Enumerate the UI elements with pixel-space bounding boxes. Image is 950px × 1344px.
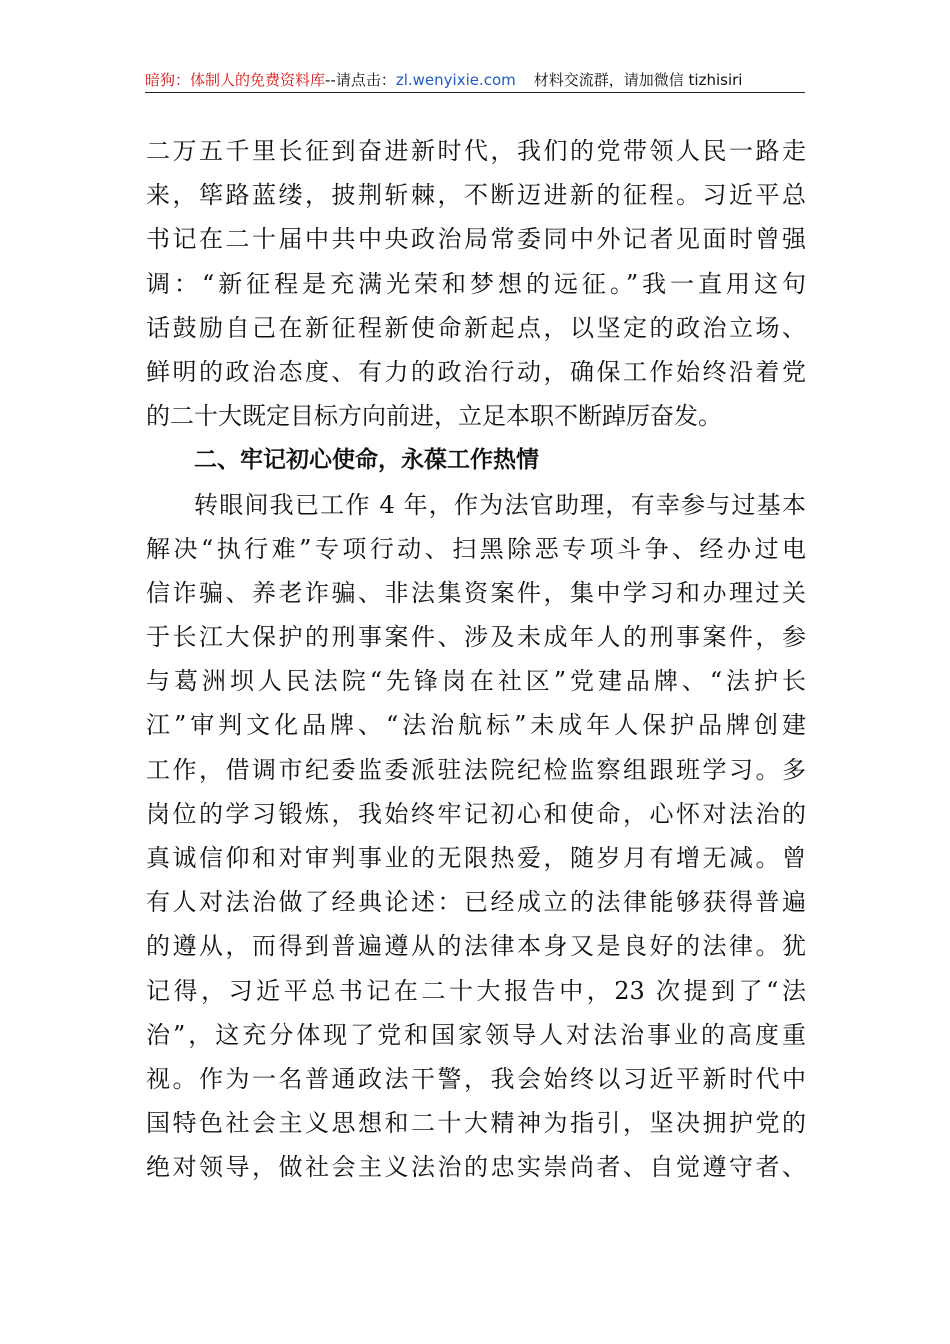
text-line: 与葛洲坝人民法院“先锋岗在社区”党建品牌、“法护长 bbox=[146, 667, 806, 696]
page-header bbox=[145, 68, 805, 93]
text-line: 信诈骗、养老诈骗、非法集资案件，集中学习和办理过关 bbox=[146, 578, 806, 607]
text-line: 于长江大保护的刑事案件、涉及未成年人的刑事案件，参 bbox=[146, 623, 806, 652]
text-line: 真诚信仰和对审判事业的无限热爱，随岁月有增无减。曾 bbox=[146, 844, 806, 872]
header-contact: 材料交流群，请加微信 tizhisiri bbox=[533, 71, 743, 89]
text-line: 调：“新征程是充满光荣和梦想的远征。”我一直用这句 bbox=[146, 269, 806, 298]
paragraph-1 bbox=[146, 129, 806, 438]
text-line: 有人对法治做了经典论述：已经成立的法律能够获得普遍 bbox=[146, 888, 806, 917]
section-heading: 二、牢记初心使命，永葆工作热情 bbox=[194, 447, 539, 474]
document-body bbox=[146, 129, 806, 1190]
header-link[interactable]: zl.wenyixie.com bbox=[395, 71, 516, 89]
text-line: 工作，借调市纪委监委派驻法院纪检监察组跟班学习。多 bbox=[146, 755, 806, 784]
text-line: 视。作为一名普通政法干警，我会始终以习近平新时代中 bbox=[146, 1064, 806, 1093]
text-line: 解决“执行难”专项行动、扫黑除恶专项斗争、经办过电 bbox=[146, 534, 806, 563]
text-line: 绝对领导，做社会主义法治的忠实崇尚者、自觉遵守者、 bbox=[146, 1153, 806, 1182]
header-brand: 暗狗：体制人的免费资料库 bbox=[145, 71, 326, 89]
text-line: 江”审判文化品牌、“法治航标”未成年人保护品牌创建 bbox=[146, 711, 806, 740]
text-line: 二万五千里长征到奋进新时代，我们的党带领人民一路走 bbox=[146, 137, 806, 165]
text-line: 书记在二十届中共中央政治局常委同中外记者见面时曾强 bbox=[146, 225, 806, 254]
header-click-prompt: --请点击： bbox=[325, 71, 396, 89]
text-line: 鲜明的政治态度、有力的政治行动，确保工作始终沿着党 bbox=[146, 357, 806, 386]
paragraph-2 bbox=[146, 483, 806, 1190]
text-line: 记得，习近平总书记在二十大报告中，23 次提到了“法 bbox=[146, 976, 806, 1005]
text-line: 岗位的学习锻炼，我始终牢记初心和使命，心怀对法治的 bbox=[146, 799, 806, 828]
text-line: 话鼓励自己在新征程新使命新起点，以坚定的政治立场、 bbox=[146, 313, 806, 342]
text-line: 来，筚路蓝缕，披荆斩棘，不断迈进新的征程。习近平总 bbox=[146, 181, 806, 210]
text-line: 的二十大既定目标方向前进，立足本职不断踔厉奋发。 bbox=[146, 402, 722, 431]
text-line: 转眼间我已工作 4 年，作为法官助理，有幸参与过基本 bbox=[194, 490, 806, 519]
text-line: 的遵从，而得到普遍遵从的法律本身又是良好的法律。犹 bbox=[146, 932, 806, 961]
text-line: 国特色社会主义思想和二十大精神为指引，坚决拥护党的 bbox=[146, 1109, 806, 1138]
text-line: 治”，这充分体现了党和国家领导人对法治事业的高度重 bbox=[146, 1020, 806, 1049]
